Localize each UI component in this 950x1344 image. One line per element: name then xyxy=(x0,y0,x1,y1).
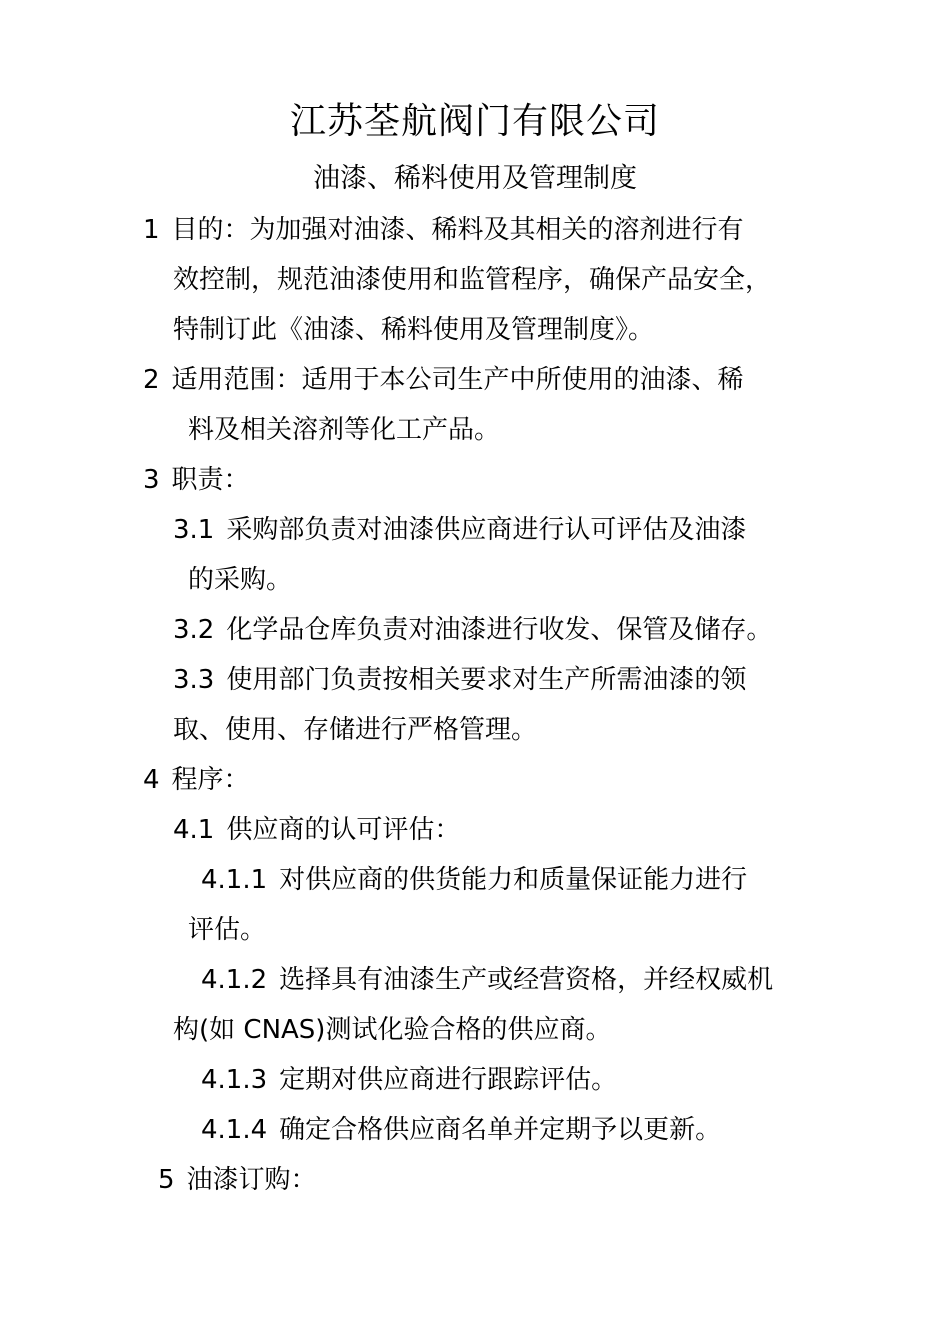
section-2-line-1 xyxy=(143,362,744,398)
document-title: 江苏荃航阀门有限公司 xyxy=(289,101,660,142)
section-text: 职责： xyxy=(171,465,250,495)
section-text: 使用部门负责按相关要求对生产所需油漆的领 xyxy=(226,665,747,695)
section-text: 化学品仓库负责对油漆进行收发、保管及储存。 xyxy=(226,615,773,645)
section-number: 3 xyxy=(143,465,160,495)
section-4-1-4-line-1 xyxy=(201,1112,721,1148)
section-text: 适用范围：适用于本公司生产中所使用的油漆、稀 xyxy=(171,365,744,395)
section-text: 油漆订购： xyxy=(186,1165,317,1195)
section-text: 定期对供应商进行跟踪评估。 xyxy=(279,1065,618,1095)
section-number: 4.1.4 xyxy=(201,1115,268,1145)
section-text: 确定合格供应商名单并定期予以更新。 xyxy=(279,1115,722,1145)
section-text: 采购部负责对油漆供应商进行认可评估及油漆 xyxy=(226,515,747,545)
section-text: 供应商的认可评估： xyxy=(226,815,461,845)
section-number: 4.1.1 xyxy=(201,865,268,895)
section-4-1-3-line-1 xyxy=(201,1062,617,1098)
section-number: 3.2 xyxy=(173,615,215,645)
document-subtitle: 油漆、稀料使用及管理制度 xyxy=(313,163,637,194)
section-3-1-line-1 xyxy=(173,512,746,548)
section-number: 4.1.2 xyxy=(201,965,268,995)
section-1-line-1 xyxy=(143,212,744,248)
section-text: 选择具有油漆生产或经营资格，并经权威机 xyxy=(279,965,774,995)
section-number: 4.1 xyxy=(173,815,215,845)
section-4-1-1-line-2: 评估。 xyxy=(188,915,267,945)
section-3-3-line-2: 取、使用、存储进行严格管理。 xyxy=(173,715,538,745)
section-3-2-line-1 xyxy=(173,612,772,648)
section-text: 对供应商的供货能力和质量保证能力进行 xyxy=(279,865,748,895)
section-1-line-2: 效控制，规范油漆使用和监管程序，确保产品安全， xyxy=(173,265,772,295)
section-4-1-line-1 xyxy=(173,812,460,848)
section-number: 1 xyxy=(143,215,160,245)
section-5-line-1 xyxy=(158,1162,317,1198)
section-3-line-1 xyxy=(143,462,250,498)
section-number: 4 xyxy=(143,765,160,795)
section-number: 4.1.3 xyxy=(201,1065,268,1095)
section-number: 3.1 xyxy=(173,515,215,545)
section-number: 2 xyxy=(143,365,160,395)
section-4-1-1-line-1 xyxy=(201,862,747,898)
section-3-3-line-1 xyxy=(173,662,746,698)
section-text: 目的：为加强对油漆、稀料及其相关的溶剂进行有 xyxy=(171,215,744,245)
section-4-1-2-line-1 xyxy=(201,962,773,998)
section-4-1-2-line-2: 构(如 CNAS)测试化验合格的供应商。 xyxy=(173,1015,612,1045)
section-2-line-2: 料及相关溶剂等化工产品。 xyxy=(188,415,501,445)
section-number: 3.3 xyxy=(173,665,215,695)
section-4-line-1 xyxy=(143,762,250,798)
section-number: 5 xyxy=(158,1165,175,1195)
section-text: 程序： xyxy=(171,765,250,795)
section-1-line-3: 特制订此《油漆、稀料使用及管理制度》。 xyxy=(173,315,655,345)
section-3-1-line-2: 的采购。 xyxy=(188,565,293,595)
